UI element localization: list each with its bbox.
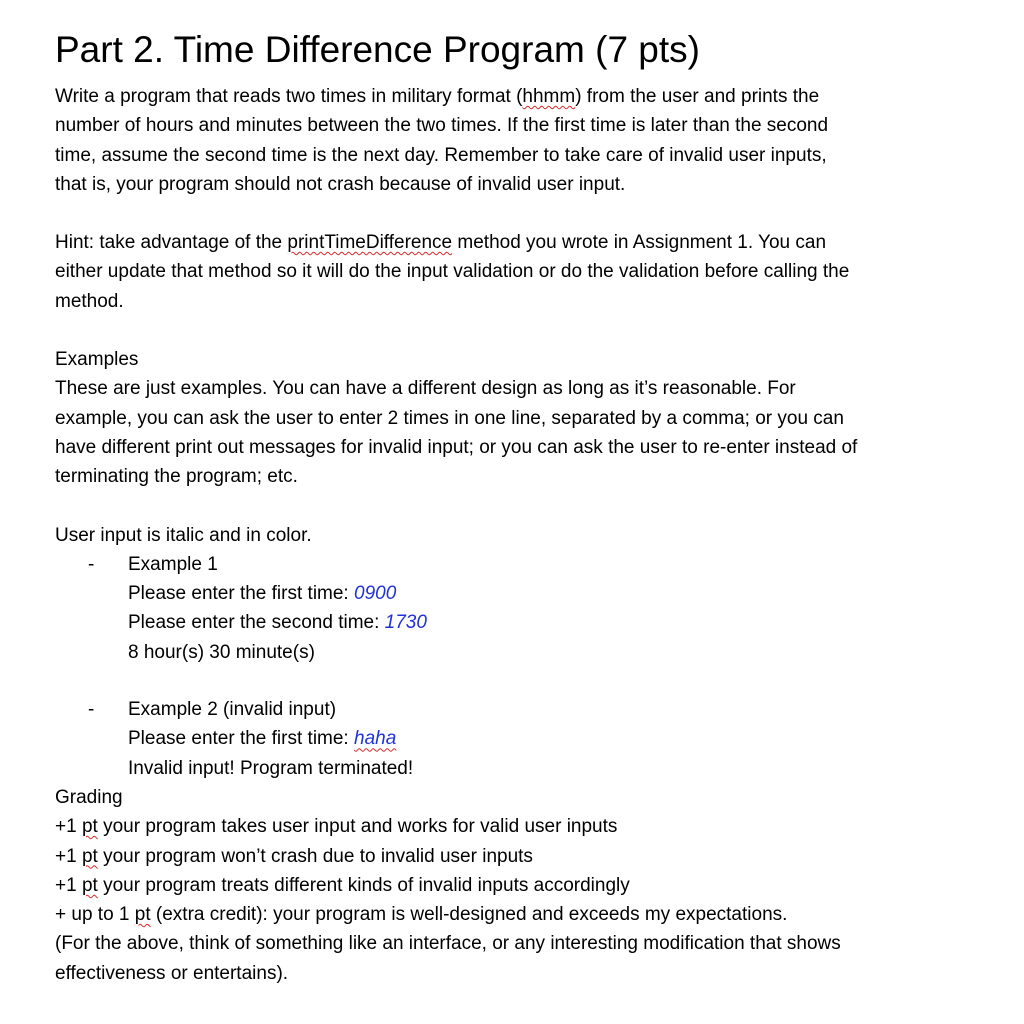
grading-note-line-1: (For the above, think of something like an interface, or any interesting modification that shows	[55, 933, 841, 955]
spellcheck-word: pt	[81, 845, 98, 867]
grading-item: +1 pt your program treats different kinds of invalid inputs accordingly	[55, 874, 630, 896]
intro-line-4: that is, your program should not crash because of invalid user input.	[55, 173, 626, 195]
spellcheck-word: pt	[134, 904, 151, 926]
examples-paragraph	[55, 345, 1000, 491]
user-input-value: 0900	[354, 583, 397, 605]
examples-line-2: example, you can ask the user to enter 2 times in one line, separated by a comma; or you can	[55, 407, 844, 429]
intro-line-3: time, assume the second time is the next day. Remember to take care of invalid user inputs,	[55, 144, 827, 166]
grading-section	[55, 783, 1000, 988]
page-title: Part 2. Time Difference Program (7 pts)	[55, 29, 700, 70]
user-input-value: 1730	[384, 612, 427, 634]
example-1-prompt-2: Please enter the second time: 1730	[128, 612, 427, 634]
examples-line-4: terminating the program; etc.	[55, 466, 298, 488]
example-2-block	[55, 695, 1000, 783]
intro-line-2: number of hours and minutes between the two times. If the first time is later than the second	[55, 115, 829, 137]
examples-heading: Examples	[55, 349, 139, 371]
example-1-title: Example 1	[128, 553, 218, 575]
spacer	[55, 199, 1000, 228]
example-1-block	[55, 550, 1000, 667]
grading-note-line-2: effectiveness or entertains).	[55, 962, 289, 984]
list-dash: -	[88, 699, 95, 721]
hint-paragraph	[55, 228, 1000, 316]
spacer	[55, 667, 1000, 695]
grading-item: +1 pt your program won’t crash due to invalid user inputs	[55, 845, 533, 867]
examples-line-3: have different print out messages for invalid input; or you can ask the user to re-enter instead of	[55, 436, 858, 458]
user-input-note: User input is italic and in color.	[55, 524, 312, 546]
grading-item: + up to 1 pt (extra credit): your program is well-designed and exceeds my expectations.	[55, 904, 788, 926]
spellcheck-word: pt	[81, 874, 98, 896]
document-page	[55, 28, 1000, 988]
hint-line-3: method.	[55, 290, 124, 312]
user-input-value: haha	[354, 728, 397, 750]
examples-line-1: These are just examples. You can have a different design as long as it’s reasonable. For	[55, 378, 796, 400]
grading-heading: Grading	[55, 786, 123, 808]
example-2-prompt-1: Please enter the first time: haha	[128, 728, 397, 750]
intro-paragraph	[55, 82, 1000, 199]
hint-line-1: Hint: take advantage of the printTimeDifference method you wrote in Assignment 1. You can	[55, 232, 827, 254]
example-2-output: Invalid input! Program terminated!	[128, 757, 414, 779]
intro-line-1: Write a program that reads two times in military format (hhmm) from the user and prints the	[55, 86, 820, 107]
spacer	[55, 492, 1000, 521]
spellcheck-word: pt	[81, 816, 98, 838]
spellcheck-word: printTimeDifference	[287, 232, 453, 254]
example-2-title: Example 2 (invalid input)	[128, 699, 337, 721]
spacer	[55, 316, 1000, 345]
hint-line-2: either update that method so it will do the input validation or do the validation before calling the	[55, 261, 850, 283]
list-dash: -	[88, 553, 95, 575]
example-1-output: 8 hour(s) 30 minute(s)	[128, 641, 315, 663]
example-1-prompt-1: Please enter the first time: 0900	[128, 583, 397, 605]
spellcheck-word: hhmm	[522, 86, 576, 107]
grading-item: +1 pt your program takes user input and works for valid user inputs	[55, 816, 618, 838]
